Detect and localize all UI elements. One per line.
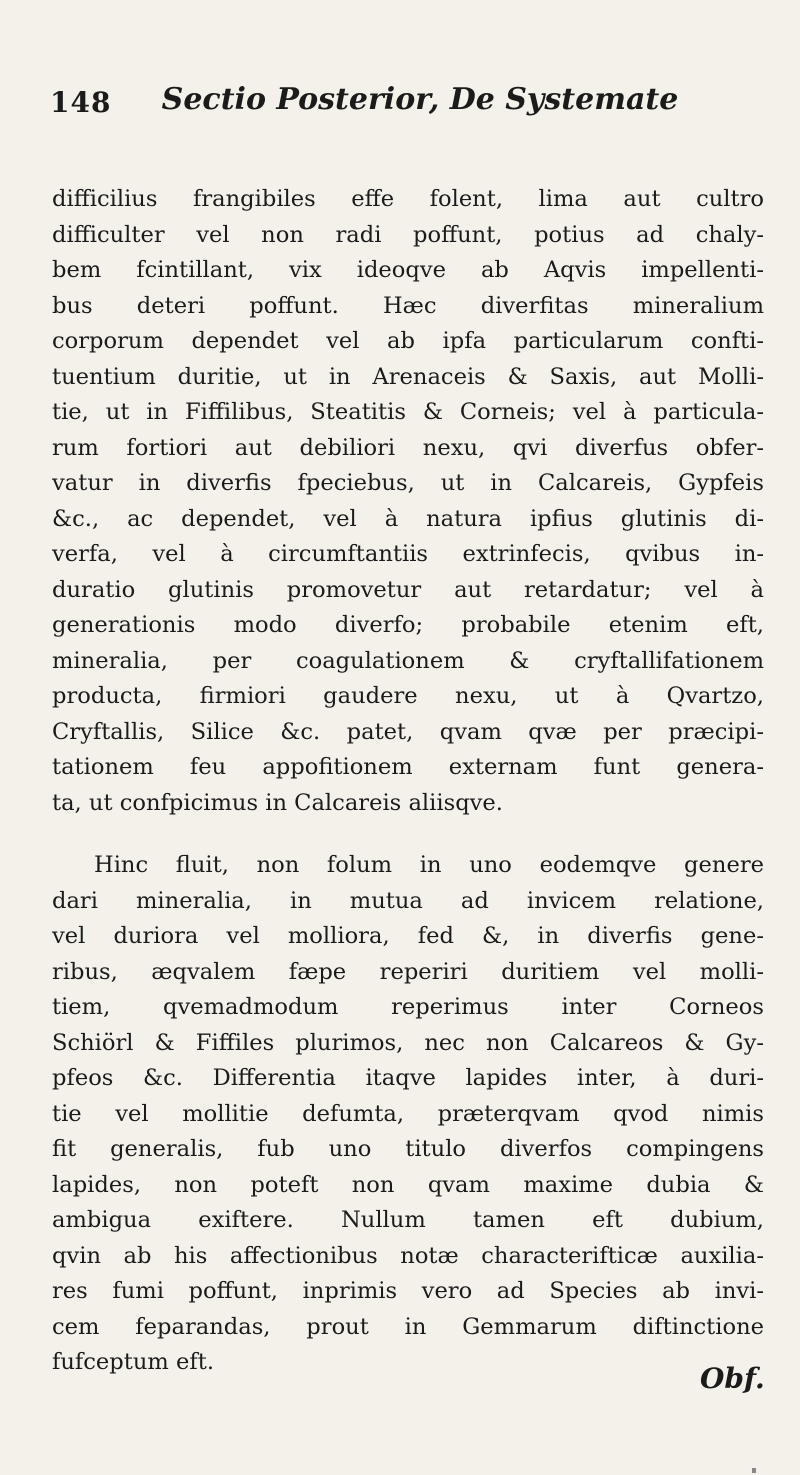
text-line: producta, firmiori gaudere nexu, ut à Qvartzo, bbox=[52, 683, 764, 709]
text-line: ta, ut confpicimus in Calcareis aliisqve. bbox=[52, 789, 503, 816]
text-line: bem fcintillant, vix ideoqve ab Aqvis impellenti- bbox=[52, 257, 764, 283]
text-line: vel duriora vel molliora, fed &, in diverfis gene- bbox=[52, 923, 764, 949]
text-line: &c., ac dependet, vel à natura ipfius glutinis di- bbox=[52, 505, 764, 532]
text-line: vatur in diverfis fpeciebus, ut in Calcareis, Gypfeis bbox=[52, 470, 764, 496]
text-line: fit generalis, fub uno titulo diverfos compingens bbox=[52, 1136, 764, 1162]
text-line: bus deteri poffunt. Hæc diverfitas mineralium bbox=[52, 292, 764, 319]
page-header bbox=[50, 76, 750, 126]
text-line: difficulter vel non radi poffunt, potius ad chaly- bbox=[52, 221, 764, 248]
text-line: generationis modo diverfo; probabile etenim eft, bbox=[52, 612, 764, 638]
text-line: Hinc fluit, non folum in uno eodemqve genere bbox=[94, 852, 764, 878]
page-number: 148 bbox=[50, 86, 112, 119]
running-title: Sectio Posterior, De Systemate bbox=[161, 82, 679, 117]
text-line: corporum dependet vel ab ipfa particularum confti- bbox=[52, 328, 764, 354]
text-line: tie, ut in Fiffilibus, Steatitis & Corneis; vel à particula- bbox=[52, 399, 764, 425]
body-text bbox=[52, 182, 764, 1381]
text-line: tie vel mollitie defumta, præterqvam qvod nimis bbox=[52, 1100, 764, 1127]
text-line: duratio glutinis promovetur aut retardatur; vel à bbox=[52, 576, 764, 603]
text-line: tationem feu appofitionem externam funt genera- bbox=[52, 754, 764, 780]
text-line: qvin ab his affectionibus notæ characterifticæ auxilia- bbox=[52, 1242, 764, 1269]
text-line: pfeos &c. Differentia itaqve lapides inter, à duri- bbox=[52, 1065, 764, 1091]
text-line: fufceptum eft. bbox=[52, 1349, 214, 1375]
print-speck bbox=[752, 1468, 756, 1473]
text-line: tiem, qvemadmodum reperimus inter Corneos bbox=[52, 994, 764, 1020]
text-line: ribus, æqvalem fæpe reperiri duritiem vel molli- bbox=[52, 958, 764, 985]
text-line: dari mineralia, in mutua ad invicem relatione, bbox=[52, 887, 764, 914]
text-line: Schiörl & Fiffiles plurimos, nec non Calcareos & Gy- bbox=[52, 1029, 764, 1056]
text-line: mineralia, per coagulationem & cryftallifationem bbox=[52, 647, 764, 674]
text-line: lapides, non poteft non qvam maxime dubia & bbox=[52, 1171, 764, 1198]
text-line: ambigua exiftere. Nullum tamen eft dubium, bbox=[52, 1207, 764, 1233]
text-line: cem feparandas, prout in Gemmarum diftinctione bbox=[52, 1313, 764, 1340]
catchword: Obf. bbox=[700, 1362, 765, 1395]
text-line: Cryftallis, Silice &c. patet, qvam qvæ per præcipi- bbox=[52, 718, 764, 745]
paragraph-1 bbox=[52, 182, 764, 821]
text-line: tuentium duritie, ut in Arenaceis & Saxis, aut Molli- bbox=[52, 363, 764, 390]
text-line: difficilius frangibiles effe folent, lima aut cultro bbox=[52, 186, 764, 212]
paragraph-2 bbox=[52, 848, 764, 1381]
text-line: verfa, vel à circumftantiis extrinfecis, qvibus in- bbox=[52, 541, 764, 567]
text-line: res fumi poffunt, inprimis vero ad Species ab invi- bbox=[52, 1278, 764, 1304]
text-line: rum fortiori aut debiliori nexu, qvi diverfus obfer- bbox=[52, 434, 764, 461]
